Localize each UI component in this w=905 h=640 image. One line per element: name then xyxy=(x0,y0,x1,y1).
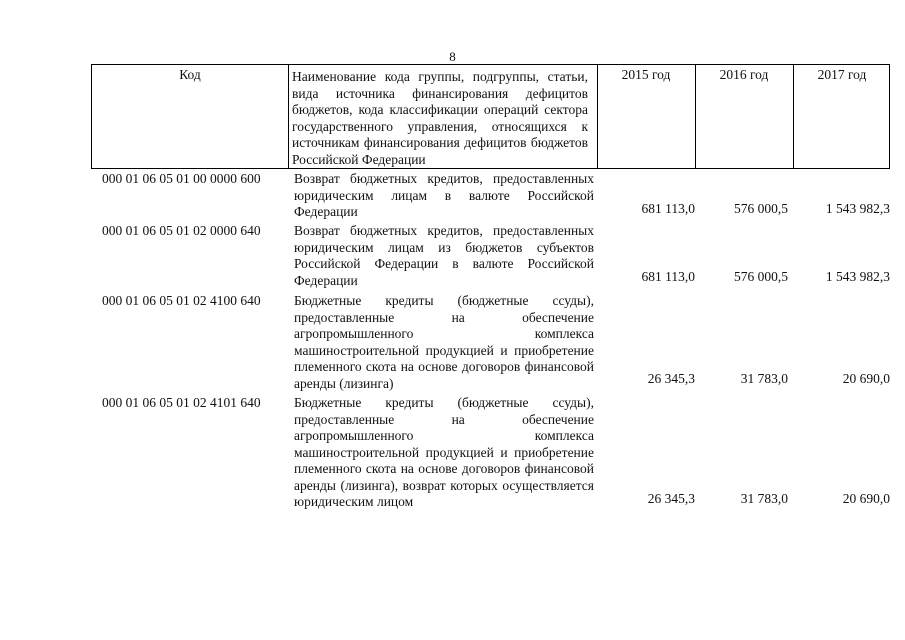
row-value-2017: 1 543 982,3 xyxy=(825,201,890,216)
row-value-2016: 31 783,0 xyxy=(740,371,788,386)
row-value-2017: 20 690,0 xyxy=(842,371,890,386)
row-value-2017: 20 690,0 xyxy=(842,491,890,506)
row-value-2015: 26 345,3 xyxy=(647,491,695,506)
page-number: 8 xyxy=(449,49,456,64)
header-year-2016: 2016 год xyxy=(719,67,769,82)
row-name: Бюджетные кредиты (бюджетные ссуды), предоставленные на обеспечение агропромышленного комплекса машиностроительной продукцией и приобретение племенного скота на основе договоров финансовой аренды (лизинга) xyxy=(294,293,594,391)
row-value-2016: 576 000,5 xyxy=(734,201,788,216)
table-header xyxy=(91,64,890,169)
header-code: Код xyxy=(179,67,201,82)
row-value-2017: 1 543 982,3 xyxy=(825,269,890,284)
row-value-2015: 681 113,0 xyxy=(641,201,695,216)
row-code: 000 01 06 05 01 02 0000 640 xyxy=(102,223,261,238)
row-name: Возврат бюджетных кредитов, предоставленных юридическим лицам в валюте Российской Федерации xyxy=(294,171,594,219)
header-year-2015: 2015 год xyxy=(621,67,671,82)
row-name: Бюджетные кредиты (бюджетные ссуды), предоставленные на обеспечение агропромышленного комплекса машиностроительной продукцией и приобретение племенного скота на основе договоров финансовой аренды (лизинга), возврат которых осуществляется юридическим лицом xyxy=(294,395,594,509)
header-name: Наименование кода группы, подгруппы, статьи, вида источника финансирования дефицитов бюджетов, кода классификации операций сектора государственного управления, относящихся к источникам финансирования дефицитов бюджетов Российской Федерации xyxy=(292,69,588,167)
row-code: 000 01 06 05 01 02 4100 640 xyxy=(102,293,261,308)
row-value-2015: 681 113,0 xyxy=(641,269,695,284)
row-value-2016: 31 783,0 xyxy=(740,491,788,506)
row-value-2016: 576 000,5 xyxy=(734,269,788,284)
row-name: Возврат бюджетных кредитов, предоставленных юридическим лицам из бюджетов субъектов Российской Федерации в валюте Российской Федерации xyxy=(294,223,594,288)
row-value-2015: 26 345,3 xyxy=(647,371,695,386)
header-year-2017: 2017 год xyxy=(817,67,867,82)
column-divider xyxy=(288,65,289,168)
row-code: 000 01 06 05 01 00 0000 600 xyxy=(102,171,261,186)
row-code: 000 01 06 05 01 02 4101 640 xyxy=(102,395,261,410)
